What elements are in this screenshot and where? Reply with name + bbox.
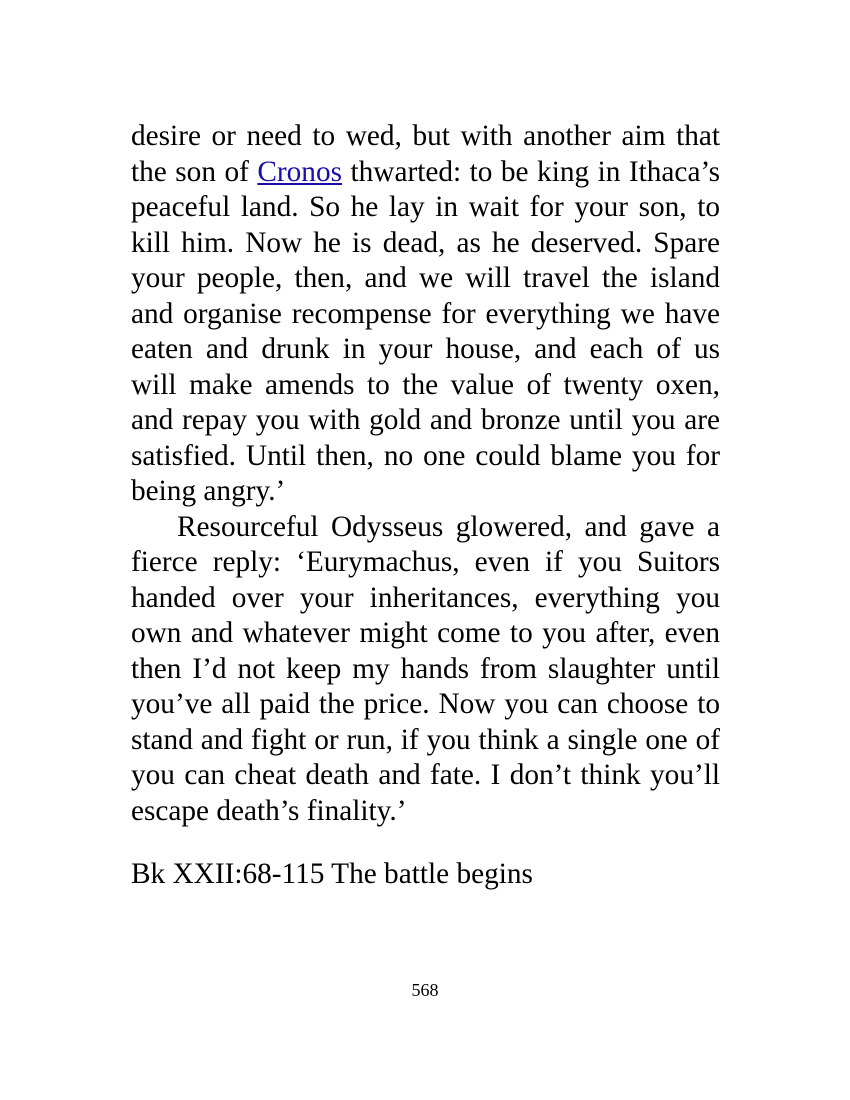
paragraph-1-text-start: desire or need to wed, but with another aim that the son of — [131, 120, 720, 188]
paragraph-1 — [131, 119, 720, 510]
section-heading: Bk XXII:68-115 The battle begins — [131, 858, 533, 890]
paragraph-2: Resourceful Odysseus glowered, and gave a fierce reply: ‘Eurymachus, even if you Suitors handed over your inheritances, everything you own and whatever might come to you after, even then I’d not keep my hands from slaughter until you’ve all paid the price. Now you can choose to stand and fight or run, if you think a single one of you can cheat death and fate. I don’t think you’ll escape death’s finality.’ — [131, 510, 720, 827]
cronos-link[interactable]: Cronos — [257, 155, 343, 188]
page-number: 568 — [411, 980, 439, 1000]
body-text — [131, 119, 720, 829]
paragraph-1-text-end: thwarted: to be king in Ithaca’s peaceful land. So he lay in wait for your son, to kill him. Now he is dead, as he deserved. Spare your people, then, and we will travel the island and organise recompense for everything we have eaten and drunk in your house, and each of us will make amends to the value of twenty oxen, and repay you with gold and bronze until you are satisfied. Until then, no one could blame you for being angry.’ — [131, 155, 720, 507]
